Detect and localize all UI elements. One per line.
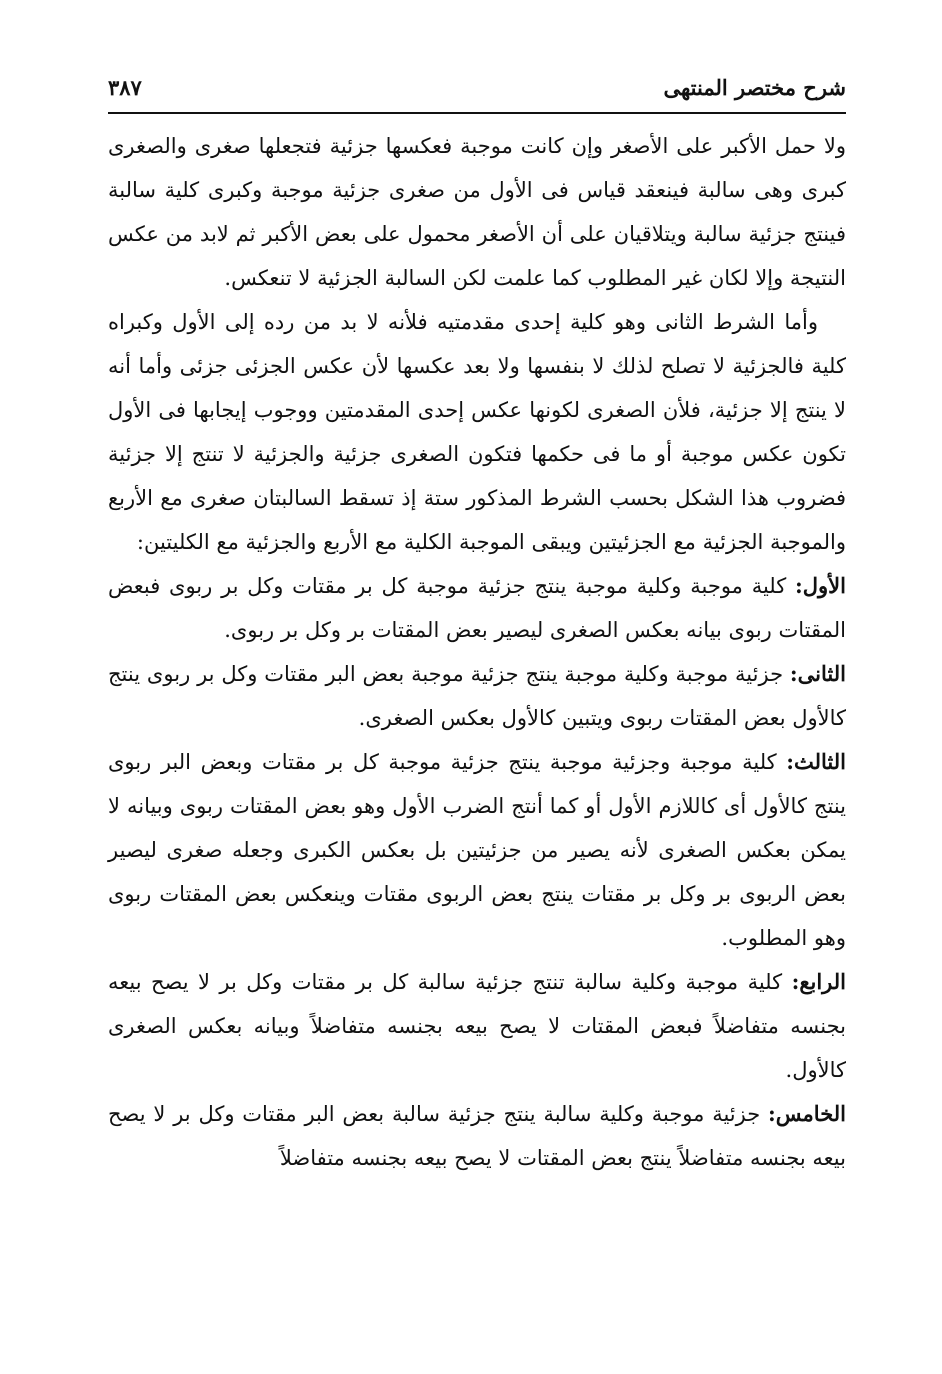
paragraph-text: جزئية موجبة وكلية موجبة ينتج جزئية موجبة بعض البر مقتات وكل بر ربوى ينتج كالأول بعض المقتات ربوى ويتبين كالأول بعكس الصغرى.: [108, 662, 846, 730]
paragraph-third-mood: [108, 740, 846, 960]
paragraph-fourth-mood: [108, 960, 846, 1092]
paragraph-text: جزئية موجبة وكلية سالبة ينتج جزئية سالبة بعض البر مقتات وكل بر لا يصح بيعه بجنسه متفاضلاً ينتج بعض المقتات لا يصح بيعه بجنسه متفاضلاً: [108, 1102, 846, 1170]
paragraph: وأما الشرط الثانى وهو كلية إحدى مقدمتيه فلأنه لا بد من رده إلى الأول وكبراه كلية فالجزئية لا تصلح لذلك لا بنفسها ولا بعد عكسها لأن عكس الجزئى جزئى وأما أنه لا ينتج إلا جزئية، فلأن الصغرى لكونها عكس إحدى المقدمتين ووجوب إيجابها فى الأول تكون عكس موجبة أو ما فى حكمها فتكون الصغرى جزئية والجزئية لا تنتج إلا جزئية فضروب هذا الشكل بحسب الشرط المذكور ستة إذ تسقط السالبتان صغرى مع الأربع والموجبة الجزئية مع الجزئيتين ويبقى الموجبة الكلية مع الأربع والجزئية مع الكليتين:: [108, 310, 846, 554]
section-lead: الثالث:: [786, 749, 846, 774]
paragraph-text: كلية موجبة وجزئية موجبة ينتج جزئية موجبة كل بر مقتات وبعض البر ربوى ينتج كالأول أى كاللازم الأول أو كما أنتج الضرب الأول وهو بعض المقتات ربوى وبيانه لا يمكن بعكس الصغرى لأنه يصير من جزئيتين بل بعكس الكبرى وجعله صغرى ليصير بعض الربوى بر وكل بر مقتات ينتج بعض الربوى مقتات وينعكس بعض المقتات ربوى وهو المطلوب.: [108, 750, 847, 950]
header-divider: [108, 112, 846, 114]
paragraph-text: كلية موجبة وكلية سالبة تنتج جزئية سالبة كل بر مقتات وكل بر لا يصح بيعه بجنسه متفاضلاً فبعض المقتات لا يصح بيعه بجنسه متفاضلاً وبيانه بعكس الصغرى كالأول.: [108, 970, 846, 1082]
paragraph-first-mood: [108, 564, 846, 652]
running-title: شرح مختصر المنتهى: [663, 75, 846, 100]
paragraph: ولا حمل الأكبر على الأصغر وإن كانت موجبة فعكسها جزئية فتجعلها صغرى والصغرى كبرى وهى سالبة فينعقد قياس فى الأول من صغرى جزئية موجبة وكبرى كلية سالبة فينتج جزئية سالبة ويتلاقيان على أن الأصغر محمول على بعض الأكبر ثم لابد من عكس النتيجة وإلا لكان غير المطلوب كما علمت لكن السالبة الجزئية لا تنعكس.: [108, 134, 846, 290]
section-lead: الرابع:: [791, 969, 846, 994]
paragraph-second-mood: [108, 652, 846, 740]
page-header: [108, 68, 846, 108]
page-number: ٣٨٧: [108, 75, 142, 100]
main-text: [108, 124, 846, 1180]
section-lead: الثانى:: [789, 661, 846, 686]
paragraph-text: كلية موجبة وكلية موجبة ينتج جزئية موجبة كل بر مقتات وكل بر ربوى فبعض المقتات ربوى بيانه بعكس الصغرى ليصير بعض المقتات بر وكل بر ربوى.: [108, 574, 846, 642]
section-lead: الخامس:: [768, 1101, 846, 1126]
paragraph-fifth-mood: [108, 1092, 846, 1180]
section-lead: الأول:: [795, 573, 846, 598]
